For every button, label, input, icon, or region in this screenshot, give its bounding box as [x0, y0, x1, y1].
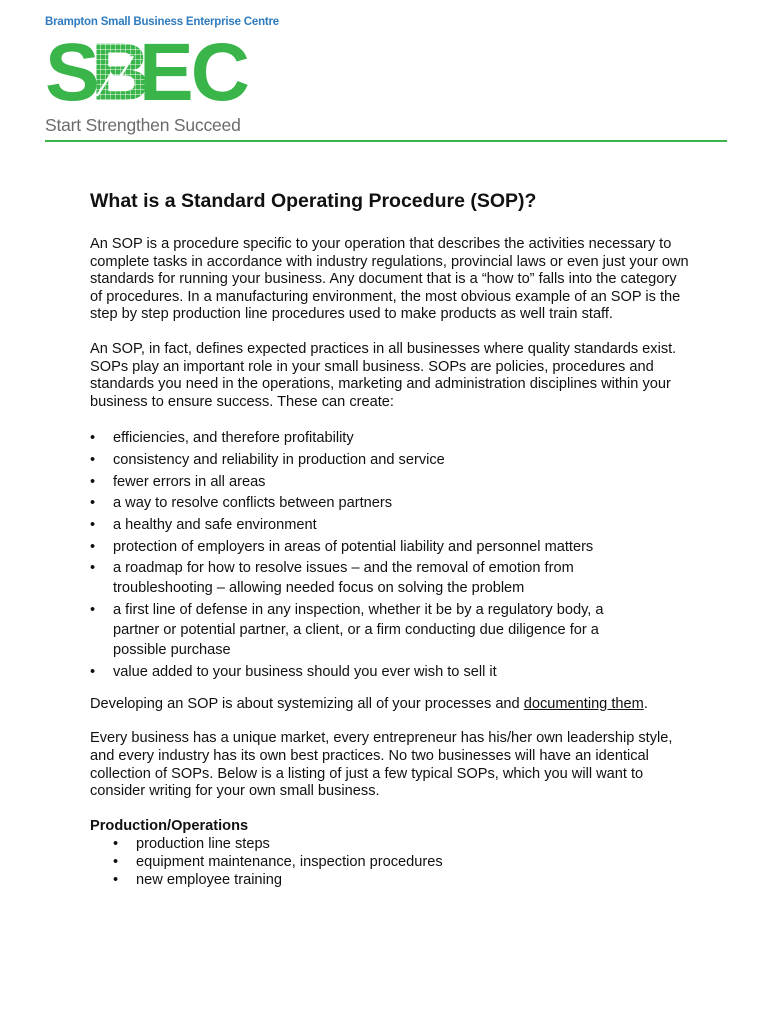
production-list [90, 835, 690, 889]
bullet: • [90, 430, 96, 447]
unique-market-paragraph: Every business has a unique market, every entrepreneur has his/her own leadership style, and every industry has its own best practices. No two businesses will have an identical collection of SOPs. Below is a listing of just a few typical SOPs, which you will want to consider writing for your own small business. [90, 730, 673, 800]
benefits-list [90, 428, 690, 682]
page-title: What is a Standard Operating Procedure (SOP)? [90, 190, 537, 212]
tagline: Start Strengthen Succeed [45, 115, 241, 135]
list-item: • a first line of defense in any inspection, whether it be by a regulatory body, a partner or potential partner, a client, or a firm conducting due diligence for a possible purchase [90, 602, 604, 659]
document-body [90, 188, 690, 889]
list-item: • value added to your business should you ever wish to sell it [90, 663, 497, 680]
bullet: • [90, 538, 96, 555]
bullet: • [90, 602, 96, 619]
list-item: • efficiencies, and therefore profitability [90, 430, 354, 447]
bullet: • [90, 517, 96, 534]
list-item: • protection of employers in areas of potential liability and personnel matters [90, 538, 594, 555]
systemizing-paragraph: Developing an SOP is about systemizing all of your processes and documenting them. [90, 695, 648, 712]
sbec-logo [45, 27, 247, 126]
svg-text:S: S [45, 27, 97, 118]
list-item: • equipment maintenance, inspection procedures [113, 854, 443, 871]
section-title-production: Production/Operations [90, 817, 249, 834]
list-item: • fewer errors in all areas [90, 473, 266, 490]
list-item: • production line steps [113, 836, 270, 853]
definition-paragraph: An SOP, in fact, defines expected practices in all businesses where quality standards exist. SOPs play an important role in your small business. SOPs are policies, procedures and standards you need in the operations, marketing and administration disciplines within your business to ensure success. These can create: [90, 340, 677, 410]
list-item: • new employee training [113, 872, 283, 889]
document-header [45, 16, 727, 146]
bullet: • [113, 836, 119, 853]
bullet: • [113, 872, 119, 889]
list-item: • consistency and reliability in production and service [90, 452, 445, 469]
list-item: • a healthy and safe environment [90, 517, 317, 534]
header-divider [45, 140, 727, 142]
bullet: • [90, 663, 96, 680]
list-item: • a way to resolve conflicts between partners [90, 495, 393, 512]
documenting-link[interactable]: documenting them [523, 695, 644, 712]
svg-text:B: B [91, 27, 148, 118]
bullet: • [90, 473, 96, 490]
intro-paragraph: An SOP is a procedure specific to your operation that describes the activities necessary to complete tasks in accordance with industry regulations, provincial laws or even just your own standards for running your business. Any document that is a “how to” falls into the category of procedures. In a manufacturing environment, the most obvious example of an SOP is the step by step production line procedures used to make products as well train staff. [90, 236, 689, 323]
svg-text:EC: EC [139, 27, 247, 118]
org-name: Brampton Small Business Enterprise Centre [45, 16, 280, 28]
bullet: • [90, 495, 96, 512]
list-item: • a roadmap for how to resolve issues – and the removal of emotion from troubleshooting – allowing needed focus on solving the problem [90, 560, 574, 597]
bullet: • [113, 854, 119, 871]
bullet: • [90, 452, 96, 469]
bullet: • [90, 560, 96, 577]
